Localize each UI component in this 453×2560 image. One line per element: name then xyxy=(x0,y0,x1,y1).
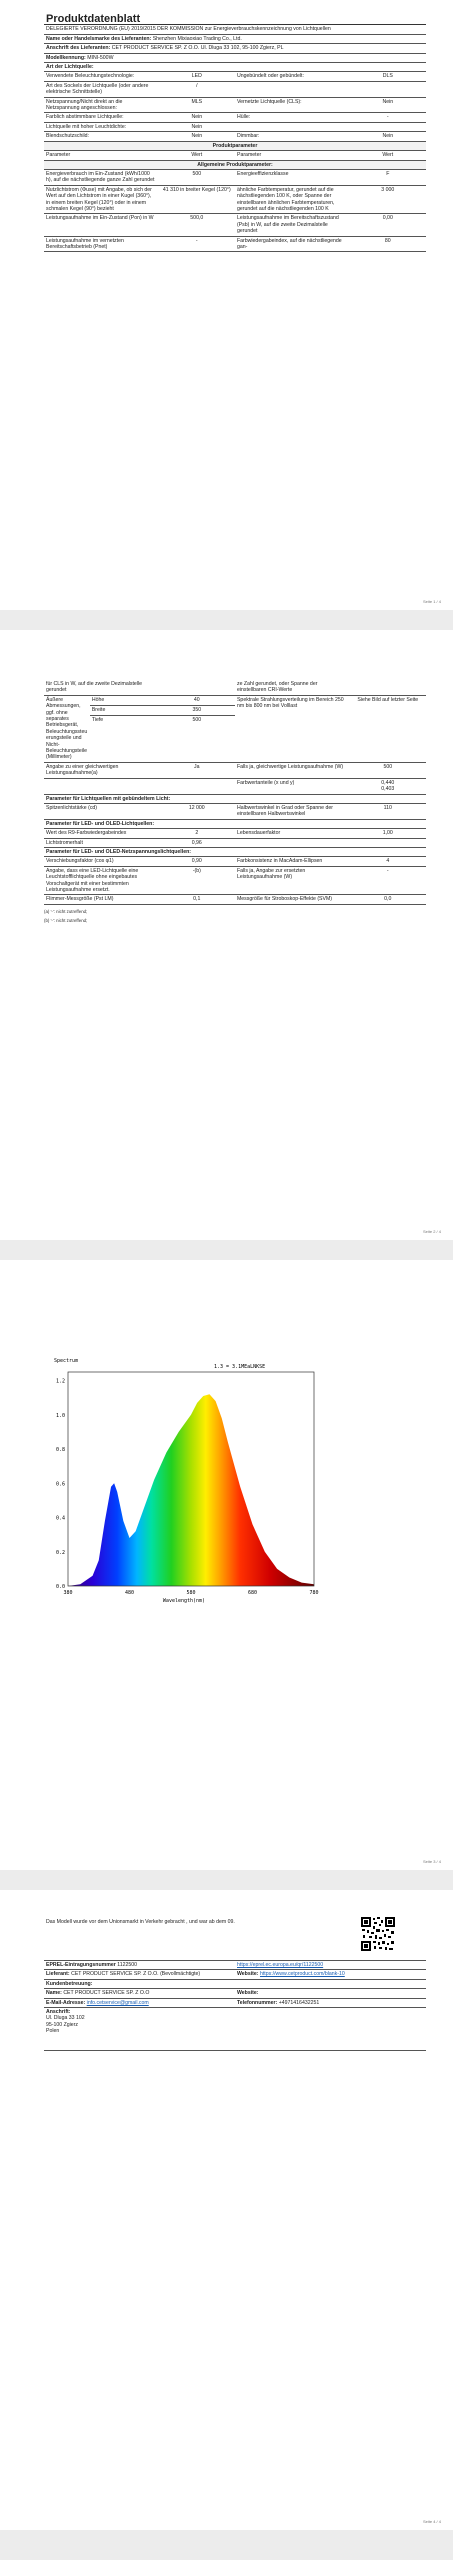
led-oled-heading: Parameter für LED- und OLED-Lichtquellen: xyxy=(44,819,426,828)
general-param-value: 500 xyxy=(159,169,235,185)
page-4 xyxy=(0,1890,453,2530)
type-param-label: Vernetzte Lichtquelle (CLS): xyxy=(235,97,350,113)
contact-name-label: Name: xyxy=(46,1990,62,1997)
chromaticity-x: 0,440 xyxy=(381,779,395,786)
type-param-label: Lichtquelle mit hoher Leuchtdichte: xyxy=(44,122,159,131)
type-row xyxy=(44,97,426,113)
type-param-value xyxy=(350,122,426,131)
supplier-name-label: Name oder Handelsmarke des Lieferanten: xyxy=(46,35,152,42)
address-line-1: Ul. Dluga 33 102 xyxy=(46,2015,85,2022)
general-row xyxy=(44,185,426,214)
type-param-value: Nein xyxy=(350,97,426,113)
supplier-address-label: Anschrift des Lieferanten: xyxy=(46,45,111,52)
y-tick-label: 1.0 xyxy=(55,1412,65,1419)
y-tick-label: 0.4 xyxy=(55,1515,65,1522)
page-1 xyxy=(0,0,453,610)
eprel-label: EPREL-Eintragungsnummer xyxy=(46,1962,116,1968)
website-label: Website: xyxy=(237,1971,259,1978)
light-source-type-heading: Art der Lichtquelle: xyxy=(44,63,426,72)
general-param-value: 0,00 xyxy=(350,214,426,236)
general-row xyxy=(44,169,426,185)
dim-height-value: 40 xyxy=(159,695,235,705)
eprel-value: 1122500 xyxy=(117,1962,138,1968)
supplier-address-value: CET PRODUCT SERVICE SP. Z O.O. Ul. Dluga 33 102, 95-100 Zgierz, PL xyxy=(111,45,284,52)
continuation-left: für CLS in W, auf die zweite Dezimalstelle gerundet xyxy=(44,680,159,695)
type-param-value: Nein xyxy=(159,132,235,141)
general-param-label: Energieeffizienzklasse xyxy=(235,169,350,185)
spd-value: Siehe Bild auf letzter Seite xyxy=(350,695,426,762)
dim-width-value: 350 xyxy=(159,705,235,715)
survival-factor-label: Lebensdauerfaktor xyxy=(235,829,350,838)
address-line-3: Polen xyxy=(46,2028,60,2035)
general-param-label: Leistungsaufnahme im vernetzten Bereitschaftsbetrieb (Pnet) xyxy=(44,236,159,252)
survival-factor-value: 1,00 xyxy=(350,829,426,838)
dim-height-label: Höhe xyxy=(90,695,159,705)
type-param-value: Nein xyxy=(350,132,426,141)
x-tick-label: 380 xyxy=(63,1590,73,1596)
page-number: Seite 3 / 4 xyxy=(422,1859,441,1864)
mains-param-value: 0,90 xyxy=(159,857,235,866)
phone-label: Telefonnummer: xyxy=(237,1999,278,2006)
datasheet-page-1 xyxy=(44,14,426,252)
type-param-label: Blendschutzschild: xyxy=(44,132,159,141)
x-tick-label: 580 xyxy=(186,1590,196,1596)
customer-service-label: Kundenbetreuung: xyxy=(44,1979,426,1988)
mains-param-value: - xyxy=(350,866,426,895)
col-value-2: Wert xyxy=(350,151,426,160)
phone-value: +4971416432251 xyxy=(278,1999,320,2006)
params-heading: Produktparameter xyxy=(44,142,426,151)
supplier-value: CET PRODUCT SERVICE SP. Z O.O. (Bevollmächtigte) xyxy=(71,1971,201,1978)
beam-angle-label: Halbwertswinkel in Grad oder Spanne der einstellbaren Halbwertswinkel xyxy=(235,803,350,819)
datasheet-page-2 xyxy=(44,680,426,924)
type-table xyxy=(44,72,426,141)
market-intro: Das Modell wurde vor dem Unionsmarkt in Verkehr gebracht , und war ab dem 09. xyxy=(44,1918,426,1961)
type-param-label xyxy=(235,81,350,97)
qr-code-icon[interactable] xyxy=(360,1916,396,1952)
type-param-value: LED xyxy=(159,72,235,81)
page-2 xyxy=(0,630,453,1240)
peak-intensity-label: Spitzenlichtstärke (cd) xyxy=(44,803,159,819)
type-param-label xyxy=(235,122,350,131)
general-param-label: Energieverbrauch im Ein-Zustand (kWh/1000 h), auf die nächstliegende ganze Zahl gerundet xyxy=(44,169,159,185)
page-3 xyxy=(0,1260,453,1870)
dim-depth-value: 500 xyxy=(159,715,235,762)
mains-param-label: Falls ja, Angabe zur ersetzten Leistungsaufnahme (W) xyxy=(235,866,350,895)
beam-angle-value: 110 xyxy=(350,803,426,819)
model-label: Modellkennung: xyxy=(46,54,86,61)
continuation-table xyxy=(44,680,426,905)
type-param-label: Ungebündelt oder gebündelt: xyxy=(235,72,350,81)
type-row xyxy=(44,72,426,81)
page-number: Seite 1 / 4 xyxy=(422,599,441,604)
identity-table xyxy=(44,14,426,72)
dim-depth-label: Tiefe xyxy=(90,715,159,762)
mains-heading: Parameter für LED- und OLED-Netzspannungslichtquellen: xyxy=(44,847,426,856)
equiv-power-label: Falls ja, gleichwertige Leistungsaufnahme (W) xyxy=(235,762,350,778)
type-param-value: Nein xyxy=(159,113,235,122)
r9-label: Wert des R9-Farbwiedergabeindex xyxy=(44,829,159,838)
type-row xyxy=(44,113,426,122)
lumen-maintenance-value: 0,96 xyxy=(159,838,235,847)
mains-param-label: Verschiebungsfaktor (cos φ1) xyxy=(44,857,159,866)
spectrum-area xyxy=(68,1394,314,1586)
model-value: MINI-500W xyxy=(87,54,114,61)
type-row xyxy=(44,132,426,141)
general-param-value: 80 xyxy=(350,236,426,252)
mains-param-label: Flimmer-Messgröße (Pst LM) xyxy=(44,895,159,904)
col-value-1: Wert xyxy=(159,151,235,160)
general-param-value: F xyxy=(350,169,426,185)
y-tick-label: 0.8 xyxy=(55,1447,65,1454)
document-title: Produktdatenblatt xyxy=(44,14,426,25)
general-param-value: 3 000 xyxy=(350,185,426,214)
general-param-value: 500,0 xyxy=(159,214,235,236)
mains-param-label: Angabe, dass eine LED-Lichtquelle eine Leuchtstofflichtquelle ohne eingebautes Vorschaltgerät mit einer bestimmten Leistungsaufnahme ersetzt. xyxy=(44,866,159,895)
general-param-label: Leistungsaufnahme im Bereitschaftszustand (Psb) in W, auf die zweite Dezimalstelle gerundet xyxy=(235,214,350,236)
regulation-text: DELEGIERTE VERORDNUNG (EU) 2019/2015 DER KOMMISSION zur Energieverbrauchskennzeichnung von Lichtquellen xyxy=(44,25,426,34)
y-tick-label: 0.6 xyxy=(55,1481,65,1488)
general-param-value: - xyxy=(159,236,235,252)
continuation-right: ze Zahl gerundet, oder Spanne der einstellbaren CRI-Werte xyxy=(235,680,350,695)
r9-value: 2 xyxy=(159,829,235,838)
general-row xyxy=(44,236,426,252)
mains-param-value: 0,0 xyxy=(350,895,426,904)
mains-row xyxy=(44,857,426,866)
type-param-label: Verwendete Beleuchtungstechnologie: xyxy=(44,72,159,81)
type-param-label: Hülle: xyxy=(235,113,350,122)
general-param-value: 41 310 in breiter Kegel (120°) xyxy=(159,185,235,214)
email-link[interactable]: info.cetservice@gmail.com xyxy=(86,1999,149,2006)
chromaticity-label: Farbwertanteile (x und y) xyxy=(235,778,350,794)
col-param-2: Parameter xyxy=(235,151,350,160)
type-param-value xyxy=(350,81,426,97)
type-param-value: DLS xyxy=(350,72,426,81)
type-param-label: Dimmbar: xyxy=(235,132,350,141)
supplier-name-value: Shenzhen Mixiaoxiao Trading Co., Ltd. xyxy=(152,35,242,42)
general-param-label: Farbwiedergabeindex, auf die nächstliegende gan- xyxy=(235,236,350,252)
website-2-label: Website: xyxy=(237,1990,259,1997)
x-tick-label: 780 xyxy=(309,1590,319,1596)
peak-intensity-value: 12 000 xyxy=(159,803,235,819)
equiv-value: Ja xyxy=(159,762,235,778)
spd-label: Spektrale Strahlungsverteilung im Bereich 250 nm bis 800 nm bei Volllast xyxy=(235,695,350,762)
mains-param-label: Messgröße für Stroboskop-Effekte (SVM) xyxy=(235,895,350,904)
params-table xyxy=(44,142,426,253)
type-param-value: Nein xyxy=(159,122,235,131)
mains-param-label: Farbkonsistenz in MacAdam-Ellipsen xyxy=(235,857,350,866)
mains-row xyxy=(44,866,426,895)
type-row xyxy=(44,122,426,131)
chromaticity-y: 0,403 xyxy=(381,786,395,793)
general-param-label: Leistungsaufnahme im Ein-Zustand (Pon) in W xyxy=(44,214,159,236)
x-tick-label: 680 xyxy=(247,1590,258,1596)
x-tick-label: 480 xyxy=(124,1590,135,1596)
chart-legend: 1.3 = 3.1MEaLNKSE xyxy=(214,1364,266,1370)
email-label: E-Mail-Adresse: xyxy=(46,1999,86,2006)
general-row xyxy=(44,214,426,236)
type-param-label: Netzspannung/Nicht direkt an die Netzspannung angeschlossen: xyxy=(44,97,159,113)
chart-ylabel: Spectrum xyxy=(54,1358,79,1364)
type-row xyxy=(44,81,426,97)
eprel-link[interactable]: https://eprel.ec.europa.eu/qr/1122500 xyxy=(237,1962,324,1968)
mains-param-value: 4 xyxy=(350,857,426,866)
dimensions-label: Äußere Abmessungen, ggf. ohne separates Betriebsgerät, Beleuchtungssteuerungsteile und Nicht-Beleuchtungsteile (Millimeter) xyxy=(44,695,90,762)
y-tick-label: 0.2 xyxy=(55,1549,65,1556)
page-number: Seite 4 / 4 xyxy=(422,2519,441,2524)
footnote-b: (b) '-': nicht zutreffend; xyxy=(44,918,88,924)
general-param-label: Nutzlichtstrom (Φuse) mit Angabe, ob sich der Wert auf den Lichtstrom in einer Kugel (360°), in einem breiten Kegel (120°) oder in einem schmalen Kegel (90°) bezieht xyxy=(44,185,159,214)
website-link[interactable]: https://www.cetproduct.com/blank-10 xyxy=(259,1971,345,1978)
spectrum-chart-svg xyxy=(44,1350,324,1605)
page-number: Seite 2 / 4 xyxy=(422,1229,441,1234)
type-param-label: Art des Sockels der Lichtquelle (oder andere elektrische Schnittstelle) xyxy=(44,81,159,97)
supplier-label: Lieferant: xyxy=(46,1971,70,1978)
lumen-maintenance-label: Lichtstromerhalt xyxy=(44,838,159,847)
dim-width-label: Breite xyxy=(90,705,159,715)
type-param-label: Farblich abstimmbare Lichtquelle: xyxy=(44,113,159,122)
col-param-1: Parameter xyxy=(44,151,159,160)
address-line-2: 95-100 Zgierz xyxy=(46,2021,79,2028)
dls-heading: Parameter für Lichtquellen mit gebündeltem Licht: xyxy=(44,794,426,803)
type-param-value: - xyxy=(350,113,426,122)
spectrum-chart xyxy=(44,1350,324,1605)
y-tick-label: 1.2 xyxy=(55,1378,65,1385)
contact-name-value: CET PRODUCT SERVICE SP. Z O.O xyxy=(63,1990,150,1997)
type-param-value: MLS xyxy=(159,97,235,113)
general-heading: Allgemeine Produktparameter: xyxy=(44,160,426,169)
type-param-value: / xyxy=(159,81,235,97)
general-param-label: ähnliche Farbtemperatur, gerundet auf die nächstliegenden 100 K, oder Spanne der einstellbaren ähnlichen Farbtemperaturen, gerundet auf die nächstliegenden 100 K xyxy=(235,185,350,214)
equiv-label: Angabe zu einer gleichwertigen Leistungsaufnahme(a) xyxy=(44,762,159,778)
footnote-a: (a) '-': nicht zutreffend; xyxy=(44,908,88,914)
mains-param-value: 0,1 xyxy=(159,895,235,904)
address-label: Anschrift: xyxy=(46,2009,71,2016)
y-tick-label: 0.0 xyxy=(55,1584,65,1590)
mains-row xyxy=(44,895,426,904)
mains-param-value: -(b) xyxy=(159,866,235,895)
chart-xlabel: Wavelength(nm) xyxy=(162,1598,206,1604)
equiv-power-value: 500 xyxy=(350,762,426,778)
